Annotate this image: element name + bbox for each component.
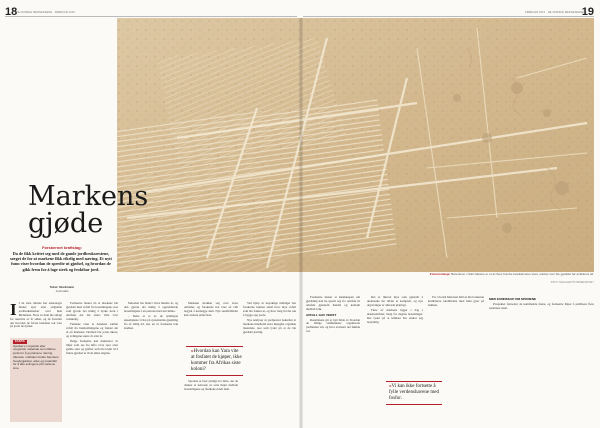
- body-paragraph: Ifølge forskerne kan mønsteret av linjer som ses fra lufta være spor etter gamle stier og grøfter som ble brukt til å frakte gjødsel ut til de ulike teigene.: [66, 339, 118, 355]
- body-paragraph: Resultatene gir et nytt bilde av hvordan de tidlige samfunnene organiserte jordbruket sitt, og hvor avansert det faktisk var.: [306, 317, 360, 334]
- body-column-6: [306, 296, 360, 422]
- subheading: MER KUNNSKAP OM SPORENE: [489, 297, 537, 301]
- photo-caption-text: Bare Eiver i Nubi-habene er et av flere hundre kvadratmeter store marker som ble gjødslet før antikkens tid.: [451, 272, 594, 276]
- pull-quote-text: Vi kan ikke fortsette å fylle verdenshavene med fosfor.: [389, 384, 439, 402]
- page-number-left: 18: [5, 6, 18, 18]
- body-column-4-bottom: [184, 380, 238, 422]
- aerial-photo-image: [117, 18, 594, 272]
- header-rule-right: [303, 16, 594, 17]
- aerial-photo: [117, 18, 594, 272]
- body-paragraph: Metoden ble brukt i flere hundre år, og den gjorde det mulig å opprettholde bosetningene i en periode med tørt klima.: [124, 302, 178, 313]
- body-paragraph: Forskerne mener nå at markene ble gjødslet med avfall fra bosetningene, noe som gjorde det mulig å dyrke korn i områder der det ellers ville vært vanskelig.: [66, 302, 118, 321]
- body-paragraph: Det er likevel mye som gjenstår å undersøke før bildet er komplett, og nye utgravinger er allerede planlagt.: [367, 296, 423, 307]
- photo-caption: [362, 273, 594, 277]
- body-paragraph: Nye analyser av jordprøver bekrefter at markene inneholdt store mengder organisk materiale, noe som tyder på at de ble gjødslet jevnlig.: [243, 318, 296, 334]
- body-column-1: [10, 302, 62, 337]
- body-column-9: [489, 296, 594, 422]
- headline-line-1: Markens: [28, 181, 149, 212]
- photo-caption-lead: Fotomontasje:: [429, 272, 451, 276]
- page-number-right: 19: [581, 6, 594, 18]
- body-paragraph: – Dette er et av de tydeligste eksemplene vi har på systematisk gjødsling fra så tidlig tid, sier en av forskerne bak studien.: [124, 314, 178, 330]
- page-gutter: [299, 18, 303, 428]
- article-headline: [28, 181, 149, 239]
- body-paragraph: Forskerne mener at kunnskapen om gjødsling kan ha spredt seg fra område til område gjennom handel og kontakt mellom folk.: [306, 296, 360, 311]
- body-paragraph: Funnene viser at bøndene samlet avfall fra husholdningene og fraktet det ut på markene. Dermed ble jorda rikere, og avlingene større år etter år.: [66, 322, 118, 338]
- article-byline: [16, 286, 108, 294]
- header-rule-left: [5, 16, 297, 17]
- body-paragraph: Sporene er best synlige fra lufta, der de danner et nettverk av rette linjer mellom bosetningene og markene rundt dem.: [184, 380, 238, 391]
- body-paragraph: [10, 302, 62, 329]
- fact-box-text: Gjødsel er organisk eller uorganisk materiale som tilføres jorda for å gi plantene næring. Allerede i oldtiden brukte bøndene husdyrgjødsel, aske og matavfall for å øke avlingene på markene sine.: [13, 343, 59, 370]
- running-head-right: FEBRUAR 2015 · DE NORSKE MENNESKENE: [525, 11, 584, 14]
- body-paragraph: Ved hjelp av nøyaktige målinger har forskerne kunnet anslå hvor mye avfall som ble fraktet ut, og hvor lang tid det tok å bygge opp jorda.: [243, 302, 296, 317]
- photo-credit: FOTO: NASA EARTH OBSERVATORY: [550, 281, 594, 284]
- quote-mark-icon: «: [389, 384, 392, 389]
- fact-box: [10, 338, 62, 422]
- byline-name: Tekst: Nordmann: [49, 285, 75, 289]
- body-column-7-top: [367, 296, 423, 376]
- byline-role: Journalist: [55, 288, 69, 293]
- body-column-3: [124, 302, 178, 422]
- pull-quote-text: Hvordan kan Yara vite at fosfatet de kjøper, ikke kommer fra Afrikas siste koloni?: [191, 349, 242, 373]
- subheading: AVFALL GAV VEKST: [306, 312, 337, 317]
- body-text: I de siste tiårene har arkeologer funnet spor etter eldgamle jordbruksmarker over hele Midtøsten. Flere av dem ble anlagt for tusenvis av år siden, og de forteller om hvordan de første bøndene tok vare på jorda de dyrket.: [10, 302, 62, 329]
- article-kicker: Forskernet kraftslag:: [42, 245, 82, 250]
- body-column-4-top: [184, 302, 238, 342]
- running-head-left: DE NORSKE MENNESKENE · FEBRUAR 2015: [16, 11, 75, 14]
- article-standfirst: Da de fikk kvittet seg med de gamle jordbruksrestene, sørget de for at markene fikk rikelig med næring. Et nytt funn viser hvordan de spredte ut gjødsel, og hvordan de gikk frem for å lage sterk og fruktbar jord.: [10, 251, 112, 272]
- body-paragraph: For å forstå historien fullt ut må forskerne kombinere satellittdata med funn gjort på bakken.: [428, 296, 484, 307]
- body-paragraph: Flere av markene ligger i dag i ørkenområder, langt fra dagens bosetninger. Det tyder på at klimaet har endret seg betydelig.: [367, 308, 423, 324]
- body-paragraph: Prosjektet fortsetter de kommende årene, og forskerne håper å publisere flere resultater snart.: [489, 301, 594, 310]
- headline-line-2: gjøde: [28, 208, 104, 239]
- quote-mark-icon: »: [191, 349, 194, 354]
- body-column-8: [428, 296, 484, 422]
- fact-box-tag: FAKTA: [15, 339, 25, 343]
- body-paragraph: Markene strekker seg over store områder, og forskerne har bare så vidt begynt å kartlegge dem. Nye satellittbilder kan avsløre enda flere.: [184, 302, 238, 317]
- pull-quote-left: [186, 346, 243, 376]
- body-column-5: [243, 302, 296, 422]
- drop-cap: I: [10, 302, 17, 319]
- body-column-2: [66, 302, 118, 422]
